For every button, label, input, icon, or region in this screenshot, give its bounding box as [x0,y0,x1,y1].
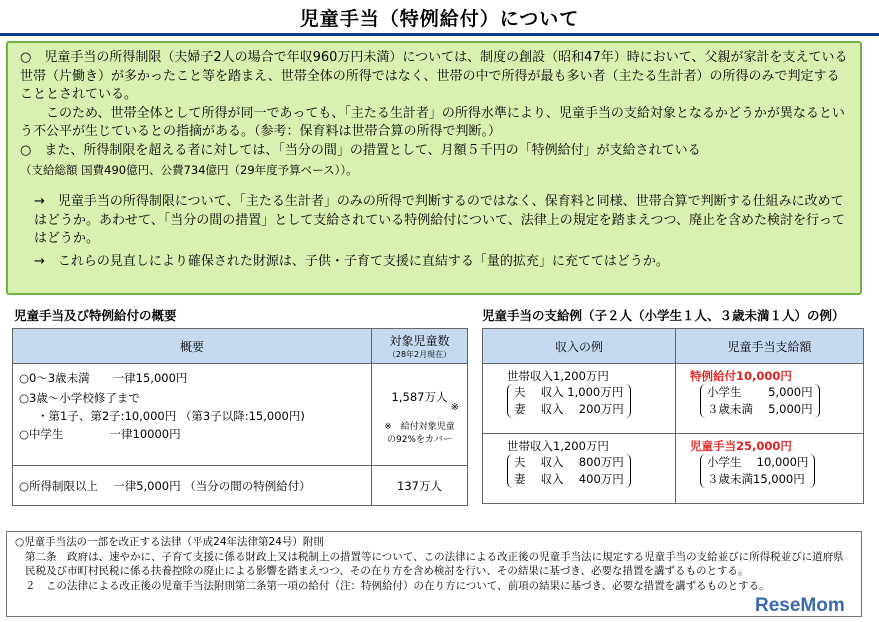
count-col-label: 対象児童数 [389,334,450,348]
allowance-col-header: 児童手当支給額 [676,329,864,364]
special-count: 137万人 [372,466,468,506]
row-children-rate: ・第1子、第2子:10,000円 （第3子以降:15,000円) [37,409,305,423]
resemom-logo: ReseMom [755,595,845,616]
count-col-note: （28年2月現在） [387,350,452,359]
example-2-amount: 児童手当25,000円 [690,439,792,453]
law-article-2-para-2: ２ この法律による改正後の児童手当法附則第二条第一項の給付（注：特例給付）の在り方について、前項の結果に基づき、必要な措置を講ずるものとする。 [25,579,770,592]
overview-table [12,328,468,506]
summary-paragraph-2: このため、世帯全体として所得が同一であっても、「主たる生計者」の所得水準により、児童手当の支給対象となるかどうかが異なるという不公平が生じているとの指摘がある。（参考：保育料は世帯合算の所得で判断。） [20,105,845,140]
example-2-total: 世帯収入1,200万円 [507,439,609,453]
coverage-note-2: の92%をカバー [386,434,452,445]
footnote-mark: ※ [450,402,459,413]
table-row [13,466,372,506]
example-2-income [483,434,676,504]
example-2-wife: 妻 収入 400万円 [514,472,624,486]
example-2-allowance [676,434,864,504]
example-1-wife: 妻 収入 200万円 [514,402,624,416]
example-1-under3: ３歳未満 5,000円 [707,402,813,416]
example-1-detail [700,384,820,418]
law-title: ○児童手当法の一部を改正する法律（平成24年法律第24号）附則 [15,536,324,548]
page-title: 児童手当（特例給付）について [299,8,580,30]
row-junior-high: ○中学生 一律10000円 [19,427,181,441]
example-1-total: 世帯収入1,200万円 [507,369,609,383]
example-table [482,328,864,504]
overview-col-header: 概要 [13,329,372,364]
example-1-income [483,364,676,434]
example-2-detail [700,454,815,488]
example-1-amount: 特例給付10,000円 [690,369,792,383]
example-2-breakdown [507,454,631,488]
row-under3: ○0～3歳未満 一律15,000円 [19,371,188,385]
law-excerpt-box [6,531,862,617]
left-table-heading: 児童手当及び特例給付の概要 [14,308,177,323]
proposal-2: → これらの見直しにより確保された財源は、子供・子育て支援に直結する「量的拡充」に充ててはどうか。 [34,253,669,269]
eligible-count: 1,587万人 [391,389,448,404]
example-1-allowance [676,364,864,434]
law-article-2: 第二条 政府は、速やかに、子育て支援に係る財政上又は税制上の措置等について、この法律による改正後の児童手当法に規定する児童手当の支給並びに所得税並びに道府県民税及び市町村民税に係る扶養控除の廃止による影響を踏まえつつ、その在り方を含め検討を行い、その結果に基づき、必要な措置を講ずるものとする。 [25,550,844,577]
count-col-header [372,329,468,364]
example-2-husband: 夫 収入 800万円 [514,455,624,469]
coverage-note-1: ※ 給付対象児童 [384,421,455,432]
summary-paragraph-3: ○ また、所得制限を超える者に対しては、「当分の間」の措置として、月額５千円の「特例給付」が支給されている [20,142,701,158]
row-3-to-elementary: ○3歳～小学校修了まで [19,391,140,405]
right-table-heading: 児童手当の支給例（子２人（小学生１人、３歳未満１人）の例） [482,308,845,323]
table-row [13,364,372,466]
summary-box [6,41,862,295]
example-1-elementary: 小学生 5,000円 [707,385,813,399]
proposal-1: → 児童手当の所得制限について、「主たる生計者」のみの所得で判断するのではなく、保育料と同様、世帯合算で判断する仕組みに改めてはどうか。あわせて、「当分の間の措置」として支給されている特例給付について、法律上の規定を踏まえつつ、廃止を含めた検討を行ってはどうか。 [34,194,845,247]
example-1-husband: 夫 収入 1,000万円 [514,385,624,399]
summary-paragraph-1: ○ 児童手当の所得制限（夫婦子2人の場合で年収960万円未満）については、制度の創設（昭和47年）時において、父親が家計を支えている世帯（片働き）が多かったこと等を踏まえ、世帯全体の所得ではなく、世帯の中で所得が最も多い者（主たる生計者）の所得のみで判定することとされている。 [20,50,848,103]
example-1-breakdown [507,384,631,418]
example-2-elementary: 小学生 10,000円 [707,455,809,469]
table-cell-count [372,364,468,466]
row-income-limit: ○所得制限以上 一律5,000円 （当分の間の特例給付） [19,478,311,493]
income-col-header: 収入の例 [483,329,676,364]
title-underline [0,33,879,36]
example-2-under3: ３歳未満15,000円 [707,472,805,486]
summary-paragraph-3-note: （支給総額 国費490億円、公費734億円（29年度予算ベース））。 [20,162,358,177]
